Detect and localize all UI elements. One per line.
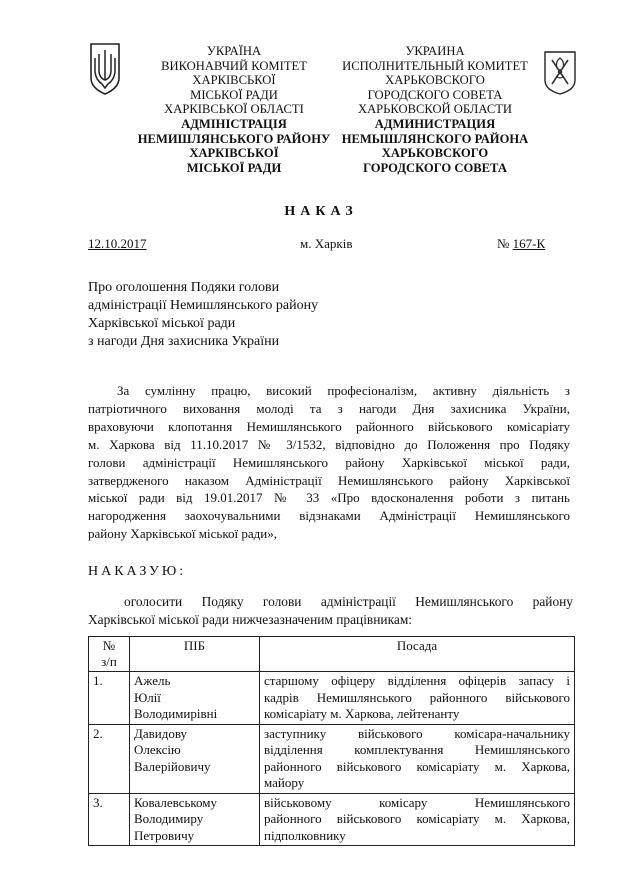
row-number: 2. [89, 724, 130, 793]
header-ru-line: ХАРЬКОВСКОГО [385, 73, 485, 88]
order-intro [88, 593, 573, 628]
column-name-header: ПІБ [130, 637, 260, 672]
preamble-line: нагородження заохочувальними відзнаками Адміністрації Немишлянського [88, 508, 570, 524]
row-person-name [130, 793, 260, 846]
preamble-line: За сумлінну працю, високий професіоналізм, активну діяльність з [117, 383, 570, 398]
row-person-name [130, 672, 260, 725]
position-line: підполковнику [264, 827, 346, 843]
document-date: 12.10.2017 [88, 236, 147, 251]
ukraine-coat-of-arms-icon [88, 40, 122, 96]
column-number-label: № [102, 638, 116, 653]
column-number-header [89, 637, 130, 672]
name-part: Валерійовичу [134, 758, 211, 774]
header-ua-line: ХАРКІВСЬКОЇ [192, 73, 276, 88]
position-line: комісаріату м. Харкова, лейтенанту [264, 706, 460, 721]
document-number [497, 236, 545, 252]
subject-line: адміністрації Немишлянського району [88, 298, 319, 313]
order-intro-line: оголосити Подяку голови адміністрації Немишлянського району [124, 594, 573, 609]
row-position [260, 724, 575, 793]
preamble-paragraph [88, 382, 570, 543]
position-line: майору [264, 775, 305, 790]
subject-line: з нагоди Дня захисника України [88, 334, 280, 349]
position-line: районного військового комісаріату м. Харкова, [264, 758, 570, 774]
kharkiv-coat-of-arms-icon [543, 50, 577, 96]
preamble-line: району Харківської міської ради», [88, 526, 277, 542]
preamble-line: голови адміністрації Немишлянського району Харківської міської ради, [88, 454, 570, 470]
document-city: м. Харків [300, 236, 353, 251]
header-ru-line: АДМИНИСТРАЦИЯ [374, 116, 496, 131]
position-line: військовому комісару Немишлянського [264, 794, 570, 810]
header-ru-line: ГОРОДСКОГО СОВЕТА [363, 160, 507, 175]
table-row [89, 793, 575, 846]
header-ukrainian [124, 44, 344, 175]
header-ua-line: МІСЬКОЇ РАДИ [186, 160, 282, 175]
document-subject [88, 279, 318, 351]
name-part: Петровичу [134, 827, 195, 843]
row-position [260, 672, 575, 725]
name-part: Давидову [134, 725, 188, 741]
column-position-header: Посада [260, 637, 575, 672]
header-ru-line: ХАРЬКОВСКОЙ ОБЛАСТИ [357, 102, 513, 117]
column-number-sublabel: з/п [101, 654, 117, 669]
table-row [89, 672, 575, 725]
header-ua-line: АДМІНІСТРАЦІЯ [181, 116, 287, 131]
header-ru-line: НЕМЫШЛЯНСКОГО РАЙОНА [341, 131, 529, 146]
document-title: НАКАЗ [284, 204, 358, 219]
header-ua-line: ВИКОНАВЧИЙ КОМІТЕТ [161, 58, 307, 73]
header-ru-line: ХАРЬКОВСКОГО [381, 146, 489, 161]
preamble-line: враховуючи клопотання Немишлянського районного військового комісаріату [88, 418, 570, 434]
staff-table [88, 636, 575, 846]
name-part: Юлії [134, 689, 161, 705]
header-ua-line: ХАРКІВСЬКОЇ [189, 146, 279, 161]
preamble-line: м. Харкова від 11.10.2017 № 3/1532, відповідно до Положення про Подяку [88, 436, 570, 452]
subject-line: Харківської міської ради [88, 316, 236, 331]
header-ru-line: ИСПОЛНИТЕЛЬНЫЙ КОМИТЕТ [342, 58, 528, 73]
name-part: Ковалевському [134, 794, 218, 810]
header-ua-line: МІСЬКОЇ РАДИ [190, 87, 278, 102]
row-number: 3. [89, 793, 130, 846]
header-ru-line: ГОРОДСКОГО СОВЕТА [367, 87, 503, 102]
row-number: 1. [89, 672, 130, 725]
header-ua-line: НЕМИШЛЯНСЬКОГО РАЙОНУ [137, 131, 331, 146]
name-part: Володимиру [134, 811, 204, 826]
preamble-line: патріотичного виховання молоді та з нагоди Дня захисника України, [88, 400, 570, 416]
header-ru-line: УКРАИНА [405, 44, 465, 58]
position-line: старшому офіцеру відділення офіцерів запасу і [264, 673, 570, 688]
preamble-line: міської ради від 19.01.2017 № 33 «Про вдосконалення роботи з питань [88, 490, 570, 506]
header-russian [330, 44, 540, 175]
order-intro-line: Харківської міської ради нижчезазначеним працівникам: [88, 611, 413, 627]
subject-line: Про оголошення Подяки голови [88, 280, 280, 295]
position-line: районного військового комісаріату м. Харкова, [264, 811, 570, 826]
position-line: кадрів Немишлянського районного військового [264, 689, 570, 705]
header-ua-line: ХАРКІВСЬКОЇ ОБЛАСТІ [164, 102, 304, 117]
table-row [89, 724, 575, 793]
name-part: Володимирівні [134, 706, 218, 721]
document-number-value: 167-К [512, 236, 546, 251]
name-part: Олексію [134, 742, 181, 757]
position-line: заступнику військового комісара-начальнику [264, 725, 570, 741]
position-line: відділення комплектування Немишлянського [264, 742, 570, 757]
document-number-prefix: № [497, 236, 513, 251]
name-part: Ажель [134, 673, 171, 688]
order-word: НАКАЗУЮ: [88, 564, 187, 579]
row-position [260, 793, 575, 846]
preamble-line: затвердженого наказом Адміністрації Немишлянського району Харківської [88, 472, 570, 488]
row-person-name [130, 724, 260, 793]
header-ua-line: УКРАЇНА [206, 44, 262, 58]
table-header-row [89, 637, 575, 672]
